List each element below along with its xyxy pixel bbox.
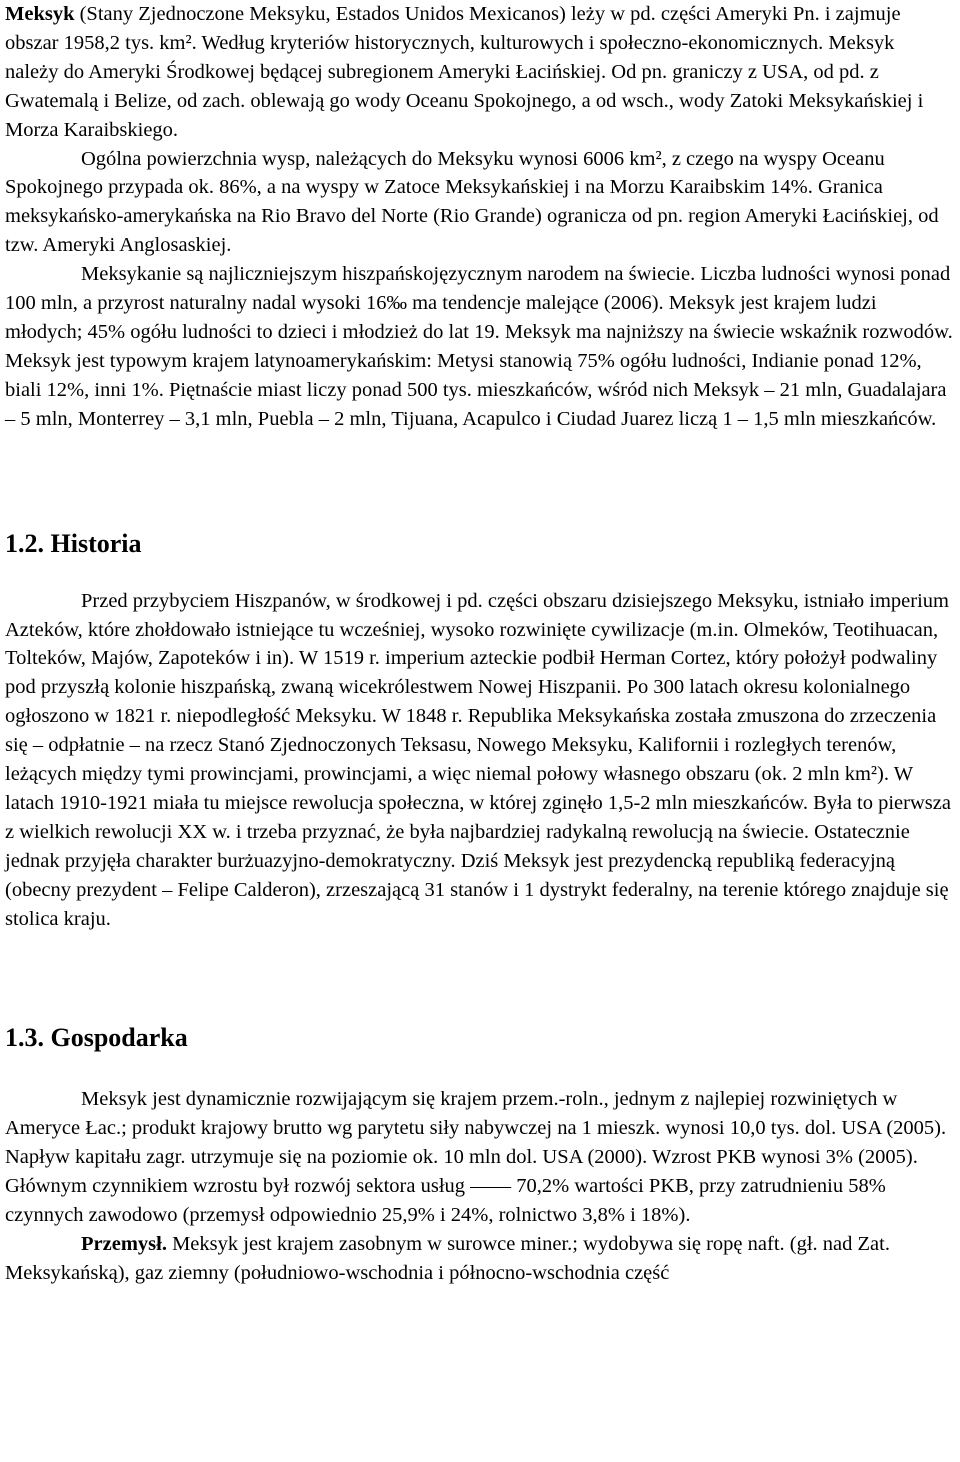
population-paragraph: Meksykanie są najliczniejszym hiszpańskojęzycznym narodem na świecie. Liczba ludności wynosi ponad 100 mln, a przyrost naturalny nadal wysoki 16‰ ma tendencje malejące (2006). Meksyk jest krajem ludzi młodych; 45% ogółu ludności to dzieci i młodzież do lat 19. Meksyk ma najniższy na świecie wskaźnik rozwodów. Meksyk jest typowym krajem latynoamerykańskim: Metysi stanowią 75% ogółu ludności, Indianie ponad 12%, biali 12%, inni 1%. Piętnaście miast liczy ponad 500 tys. mieszkańców, wśród nich Meksyk – 21 mln, Guadalajara – 5 mln, Monterrey – 3,1 mln, Puebla – 2 mln, Tijuana, Acapulco i Ciudad Juarez liczą 1 – 1,5 mln mieszkańców.	[5, 263, 953, 430]
intro-text: (Stany Zjednoczone Meksyku, Estados Unidos Mexicanos) leży w pd. części Ameryki Pn. i zajmuje obszar 1958,2 tys. km². Według kryteriów historycznych, kulturowych i społeczno-ekonomicznych. Meksyk należy do Ameryki Środkowej będącej subregionem Ameryki Łacińskiej. Od pn. graniczy z USA, od pd. z Gwatemalą i Belize, od zach. oblewają go wody Oceanu Spokojnego, a od wsch., wody Zatoki Meksykańskiej i Morza Karaibskiego.	[5, 3, 924, 141]
economy-heading: 1.3. Gospodarka	[5, 1023, 188, 1053]
history-paragraph: Przed przybyciem Hiszpanów, w środkowej i pd. części obszaru dzisiejszego Meksyku, istniało imperium Azteków, które zhołdowało istniejące tu wcześniej, wysoko rozwinięte cywilizacje (m.in. Olmeków, Teotihuacan, Tolteków, Majów, Zapoteków i in). W 1519 r. imperium azteckie podbił Herman Cortez, który położył podwaliny pod przyszłą kolonie hiszpańską, zwaną wicekrólestwem Nowej Hiszpanii. Po 300 latach okresu kolonialnego ogłoszono w 1821 r. niepodległość Meksyku. W 1848 r. Republika Meksykańska została zmuszona do zrzeczenia się – odpłatnie – na rzecz Stanó Zjednoczonych Teksasu, Nowego Meksyku, Kalifornii i rozległych terenów, leżących między tymi prowincjami, prowincjami, a więc niemal połowy własnego obszaru (ok. 2 mln km²). W latach 1910-1921 miała tu miejsce rewolucja społeczna, w której zginęło 1,5-2 mln mieszkańców. Była to pierwsza z wielkich rewolucji XX w. i trzeba przyznać, że była najbardziej radykalną rewolucją na świecie. Ostatecznie jednak przyjęła charakter burżuazyjno-demokratyczny. Dziś Meksyk jest prezydencką republiką federacyjną (obecny prezydent – Felipe Calderon), zrzeszającą 31 stanów i 1 dystrykt federalny, na terenie którego znajduje się stolica kraju.	[5, 589, 951, 930]
document-page	[5, 0, 953, 1288]
history-heading: 1.2. Historia	[5, 528, 142, 558]
intro-lead: Meksyk	[5, 3, 75, 25]
industry-paragraph	[5, 1230, 953, 1288]
industry-text: Meksyk jest krajem zasobnym w surowce miner.; wydobywa się ropę naft. (gł. nad Zat. Meksykańską), gaz ziemny (południowo-wschodnia i północno-wschodnia część	[5, 1233, 890, 1284]
islands-paragraph: Ogólna powierzchnia wysp, należących do Meksyku wynosi 6006 km², z czego na wyspy Oceanu Spokojnego przypada ok. 86%, a na wyspy w Zatoce Meksykańskiej i na Morzu Karaibskim 14%. Granica meksykańsko-amerykańska na Rio Bravo del Norte (Rio Grande) ogranicza od pn. region Ameryki Łacińskiej, od tzw. Ameryki Anglosaskiej.	[5, 147, 939, 257]
industry-lead: Przemysł.	[81, 1233, 167, 1255]
economy-paragraph: Meksyk jest dynamicznie rozwijającym się krajem przem.-roln., jednym z najlepiej rozwiniętych w Ameryce Łac.; produkt krajowy brutto wg parytetu siły nabywczej na 1 mieszk. wynosi 10,0 tys. dol. USA (2005). Napływ kapitału zagr. utrzymuje się na poziomie ok. 10 mln dol. USA (2000). Wzrost PKB wynosi 3% (2005). Głównym czynnikiem wzrostu był rozwój sektora usług —— 70,2% wartości PKB, przy zatrudnieniu 58% czynnych zawodowo (przemysł odpowiednio 25,9% i 24%, rolnictwo 3,8% i 18%).	[5, 1088, 947, 1227]
intro-paragraph	[5, 0, 953, 145]
